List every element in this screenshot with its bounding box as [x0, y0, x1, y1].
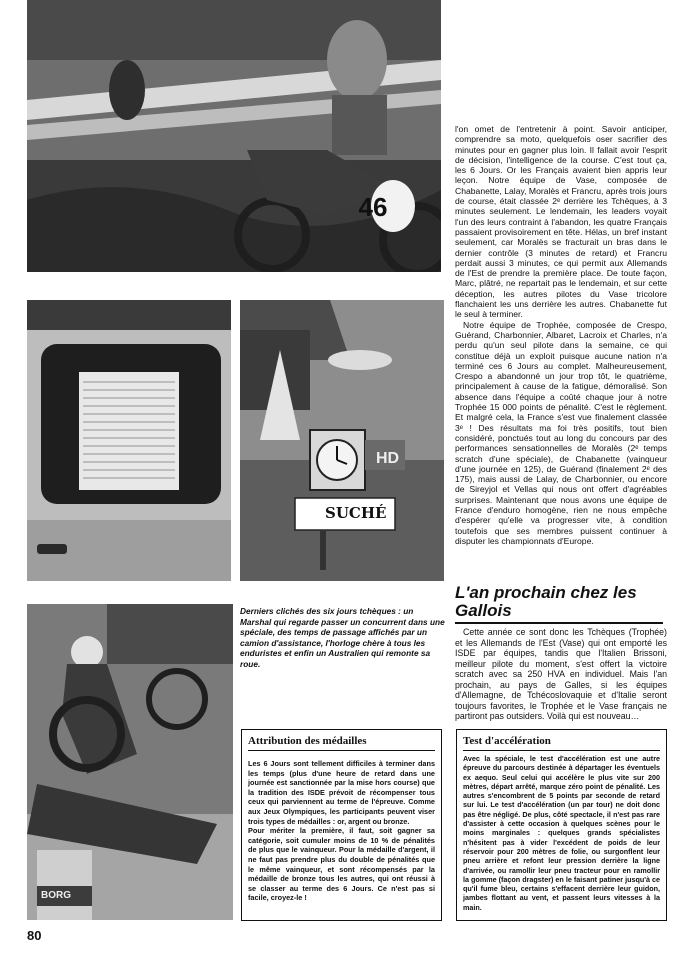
- section-heading-text: L'an prochain chez les Gallois: [455, 583, 637, 620]
- timesheet-van-photo: [27, 300, 231, 581]
- section-heading: [455, 584, 667, 624]
- article-paragraph: Notre équipe de Trophée, composée de Crespo, Guérand, Charbonnier, Albaret, Lacroix et Charles, n'a perdu qu'un seul pilote dans la semaine, ce qui constitue déjà un exploit puisque aucune nation n'a terminé ces 6 Jours au complet. Malheureusement, Crespo a abandonné un jour trop tôt, le quatrième, principalement à cause de la fatigue, démoralisé. Son absence dans l'équipe a coûté chaque jour à notre Trophée 15 000 points de pénalité. C'est le règlement. Et malgré cela, la France s'est vue finalement classée 3ᵉ ! Des résultats ma foi très positifs, tout bien considéré, ponctués tout au long du concours par des performances sensationnelles de Moralès (2ᵉ temps scratch d'une spéciale), de Chabanette (vainqueur d'une journée en 125), de Guérand (finalement 2ᵉ des 175), mais aussi de Lalay, de Charbonnier, ou encore de Sireyjol et Vellas qui nous ont offert d'agréables surprises. Maintenant que nous avons une équipe de France d'enduro homogène, rien ne nous empêche d'espérer qu'elle va progresser vite, à condition toutefois que ses membres puissent continuer à disputer les championnats d'Europe.: [455, 319, 667, 546]
- photo-caption: Derniers clichés des six jours tchèques : un Marshal qui regarde passer un concurrent dans une spéciale, des temps de passage affichés par un camion d'assistance, l'horloge chère à tous les enduristes et enfin un Australien qui remonte sa roue.: [240, 606, 445, 669]
- acceleration-box-body: [457, 754, 666, 912]
- race-number-plate: 46: [358, 192, 388, 222]
- medals-paragraph: Pour mériter la première, il faut, soit gagner sa catégorie, soit cumuler moins de 10 % de pénalités de plus que le vainqueur. Pour la médaille d'argent, il ne faut pas prendre plus du double de pénalités que le même vainqueur, et sont récompensés par la médaille de bronze tous les autres, qui ont réussi à se classer au terme des 6 Jours. Ce n'est pas si facile, croyez-le !: [248, 826, 435, 903]
- rider-46-photo: [27, 0, 441, 272]
- acceleration-box: [456, 729, 667, 921]
- article-paragraph: l'on omet de l'entretenir à point. Savoir anticiper, comprendre sa moto, quelquefois oser sacrifier des minutes pour en gagner plus loin. Il fallait avoir l'esprit de décision, l'intelligence de la course. C'est tout ça, les 6 Jours. Or les Français avaient bien appris leur leçon. Notre équipe de Vase, composée de Chabanette, Lalay, Moralès et Francru, après trois jours de course, était classée 2ᵉ derrière les Tchèques, à 3 minutes seulement. Le lendemain, les leaders voyait l'un des leurs contraint à l'abandon, les quatre Français passaient provisoirement en tête. Hélas, un bref instant seulement, car Moralès se fracturait un bras dans le dernier contrôle (3 minutes de retard) et Francru perdait aussi 3 minutes, ce qui permit aux Allemands de l'Est de prendre la première place. De toute façon, Marc, plâtré, ne repartait pas le lendemain, et sur cette déception, les autres pilotes du Vase tricolore flanchaient les uns derrière les autres. Chabanette fut le seul à terminer.: [455, 124, 667, 320]
- clock-photo: [240, 300, 444, 581]
- bike-repair-photo: [27, 604, 233, 920]
- page-number: 80: [27, 928, 42, 943]
- lead-text: Cette année ce sont donc les Tchèques (Trophée) et les Allemands de l'Est (Vase) qui ont emporté les ISDE par équipes, tandis que l'Italien Brissoni, meilleur pilote du moment, s'est offert la victoire scratch avec sa 250 HVA en individuel. Mais l'an prochain, au pays de Galles, si les équipes d'Allemagne, de Tchécoslovaquie et d'Italie seront toujours favorites, le Trophée et le Vase français ne partiront pas outsiders. Voilà qui est nouveau…: [455, 627, 667, 721]
- sponsor-label: BORG: [41, 890, 71, 901]
- acceleration-box-rule: [463, 750, 660, 751]
- clock-sign-label: SUCHÉ: [325, 504, 387, 522]
- medals-box: [241, 729, 442, 921]
- medals-box-rule: [248, 750, 435, 751]
- article-column-right: [455, 124, 667, 546]
- medals-box-body: [242, 759, 441, 903]
- acceleration-paragraph: Avec la spéciale, le test d'accélération est une autre épreuve du parcours destinée à départager les éventuels ex aequo. Seul celui qui accélère le plus vite sur 200 mètres, départ arrêté, marque zéro point de pénalité. Les autres s'encombrent de 5 points par seconde de retard sur lui. Le test d'accélération (un par tour) ne doit donc pas être négligé. De plus, côté spectacle, il n'est pas rare d'assister à cette occasion à quelques scènes pour le moins marginales : quelques grands spécialistes n'hésitent pas à vider l'excédent de poids de leur réservoir pour 200 mètres de folie, ou surgonflent leur pneu arrière et refont leur pression derrière la ligne d'arrivée, ou ramollir leur pneu tracteur pour en ramollir la gomme (façon dragster) en le faisant patiner jusqu'à ce qu'il fume bleu, certains s'effacent derrière leur guidon, jambes flottant au vent, et passent leurs vitesses à la main.: [463, 754, 660, 912]
- medals-paragraph: Les 6 Jours sont tellement difficiles à terminer dans les temps (plus d'une heure de retard dans une journée est sanctionnée par la mise hors course) que la tradition des ISDE prévoit de récompenser tous ceux qui parviennent au terme de l'épreuve. Comme aux Jeux Olympiques, les participants peuvent viser trois types de médailles : or, argent ou bronze.: [248, 759, 435, 826]
- sign-tag-label: HD: [376, 450, 400, 467]
- acceleration-box-title: Test d'accélération: [463, 735, 551, 747]
- heading-rule: [455, 622, 663, 624]
- medals-box-title: Attribution des médailles: [248, 735, 367, 747]
- lead-paragraph: [455, 627, 667, 722]
